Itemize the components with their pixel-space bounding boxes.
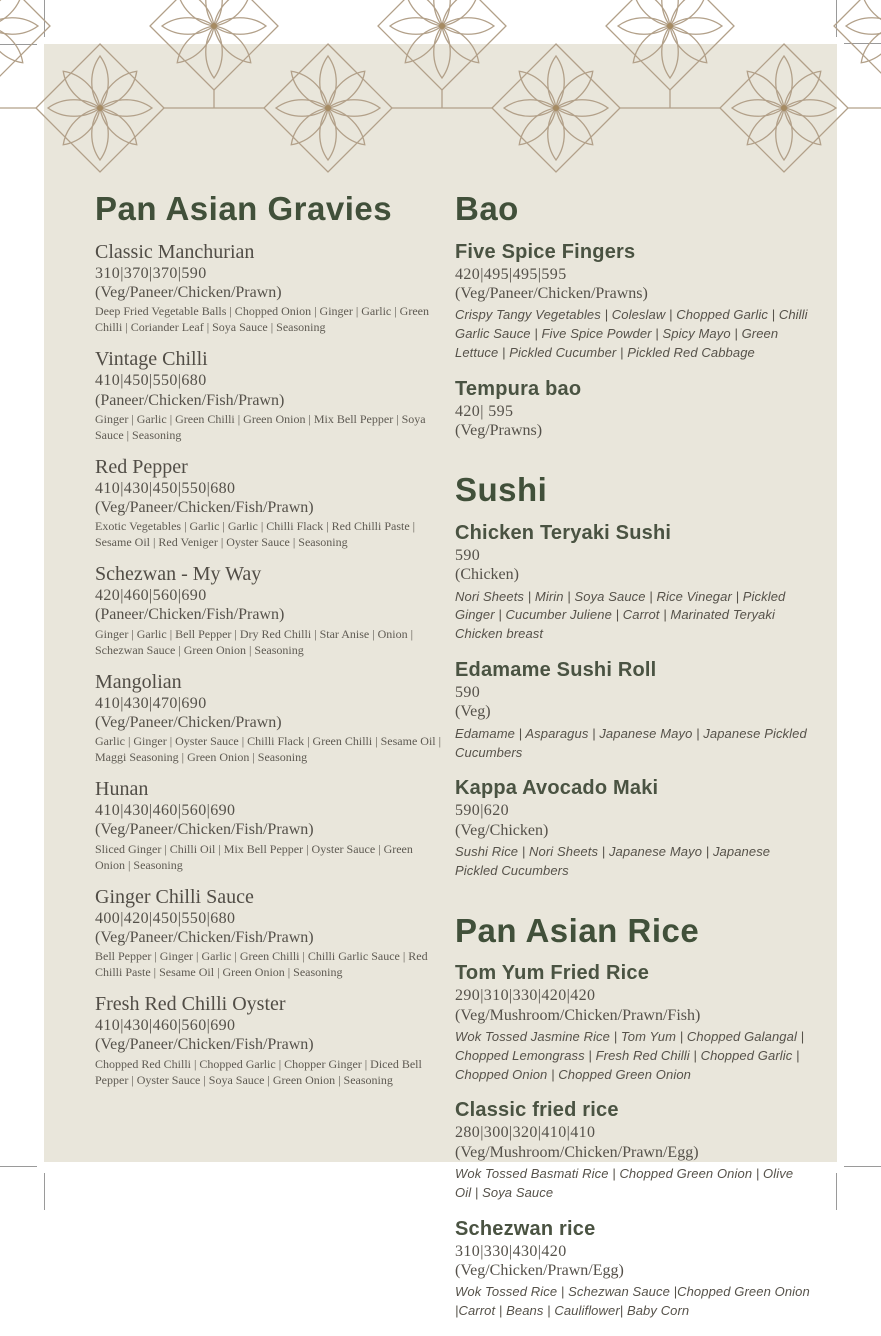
item-description: Ginger | Garlic | Bell Pepper | Dry Red Chilli | Star Anise | Onion | Schezwan Sauce | Green Onion | Seasoning [95,626,414,657]
menu-item [455,522,811,644]
item-prices: 400|420|450|550|680 [95,909,236,927]
item-description: Wok Tossed Basmati Rice | Chopped Green Onion | Olive Oil | Soya Sauce [455,1165,794,1200]
item-description: Exotic Vegetables | Garlic | Garlic | Chilli Flack | Red Chilli Paste | Sesame Oil | Red Veniger | Oyster Sauce | Seasoning [95,519,416,550]
menu-item [95,348,443,443]
section-items [455,962,811,1321]
menu-item [95,563,443,658]
item-prices: 410|430|470|690 [95,694,207,712]
crop-mark [0,1166,37,1167]
menu-column-left [95,192,443,1336]
menu-item [95,241,443,336]
floral-pattern [44,44,837,176]
menu-item [95,778,443,873]
item-variants: (Veg/Paneer/Chicken/Fish/Prawn) [95,821,314,839]
item-name: Fresh Red Chilli Oyster [95,993,286,1016]
crop-mark [844,1166,881,1167]
item-description: Sushi Rice | Nori Sheets | Japanese Mayo | Japanese Pickled Cucumbers [455,843,771,878]
menu-column-right [455,192,811,1336]
item-prices: 410|430|460|560|690 [95,1017,236,1035]
item-name: Classic fried rice [455,1099,619,1122]
item-description: Bell Pepper | Ginger | Garlic | Green Chilli | Chilli Garlic Sauce | Red Chilli Paste | Sesame Oil | Green Onion | Seasoning [95,949,428,980]
menu-item [95,456,443,551]
section-title: Pan Asian Gravies [95,190,393,227]
menu-item [455,378,811,441]
section-title: Bao [455,190,519,227]
item-prices: 310|370|370|590 [95,264,207,282]
item-prices: 410|450|550|680 [95,372,207,390]
menu-item [455,777,811,880]
item-name: Schezwan rice [455,1217,596,1240]
item-prices: 310|330|430|420 [455,1242,567,1260]
item-description: Edamame | Asparagus | Japanese Mayo | Japanese Pickled Cucumbers [455,725,807,760]
item-name: Kappa Avocado Maki [455,777,659,800]
menu-item [455,1218,811,1321]
menu-section [95,192,443,1101]
menu-body [44,176,837,1336]
menu-section [455,192,811,455]
item-prices: 420|495|495|595 [455,265,567,283]
item-description: Wok Tossed Jasmine Rice | Tom Yum | Chopped Galangal | Chopped Lemongrass | Fresh Red Chilli | Chopped Garlic | Chopped Onion | Chopped Green Onion [455,1028,805,1082]
item-variants: (Paneer/Chicken/Fish/Prawn) [95,391,285,409]
section-items [455,522,811,881]
item-variants: (Veg/Paneer/Chicken/Fish/Prawn) [95,499,314,516]
item-prices: 590|620 [455,802,510,820]
item-name: Tom Yum Fried Rice [455,962,650,985]
menu-item [95,886,443,981]
section-items [95,241,443,1089]
item-name: Vintage Chilli [95,348,208,371]
menu-item [95,993,443,1088]
item-name: Classic Manchurian [95,240,255,263]
item-variants: (Veg) [455,703,491,721]
item-variants: (Chicken) [455,566,519,584]
menu-item [455,241,811,363]
section-items [455,241,811,441]
item-name: Red Pepper [95,455,188,478]
item-description: Ginger | Garlic | Green Chilli | Green Onion | Mix Bell Pepper | Soya Sauce | Seasoning [95,411,426,442]
crop-mark [836,0,837,37]
item-description: Chopped Red Chilli | Chopped Garlic | Chopper Ginger | Diced Bell Pepper | Oyster Sauce | Soya Sauce | Green Onion | Seasoning [95,1056,422,1087]
menu-item [455,1099,811,1202]
item-description: Sliced Ginger | Chilli Oil | Mix Bell Pepper | Oyster Sauce | Green Onion | Seasoning [95,841,413,872]
section-title: Sushi [455,471,548,509]
menu-item [455,659,811,762]
item-description: Wok Tossed Rice | Schezwan Sauce |Chopped Green Onion |Carrot | Beans | Cauliflower| Baby Corn [455,1284,810,1319]
item-variants: (Veg/Paneer/Chicken/Prawns) [455,285,648,303]
menu-card [44,44,837,1319]
crop-mark [844,43,881,44]
item-prices: 420|460|560|690 [95,587,207,605]
item-description: Nori Sheets | Mirin | Soya Sauce | Rice Vinegar | Pickled Ginger | Cucumber Juliene | Carrot | Marinated Teryaki Chicken breast [455,588,786,642]
item-variants: (Veg/Paneer/Chicken/Prawn) [95,713,282,731]
item-name: Five Spice Fingers [455,240,636,263]
item-name: Ginger Chilli Sauce [95,885,254,908]
section-title: Pan Asian Rice [455,911,700,949]
menu-section [455,455,811,895]
item-prices: 280|300|320|410|410 [455,1124,596,1142]
item-prices: 410|430|460|560|690 [95,802,236,820]
item-description: Deep Fried Vegetable Balls | Chopped Onion | Ginger | Garlic | Green Chilli | Coriander Leaf | Soya Sauce | Seasoning [95,304,429,335]
item-variants: (Paneer/Chicken/Fish/Prawn) [95,606,285,624]
item-prices: 290|310|330|420|420 [455,987,596,1005]
item-name: Hunan [95,778,149,801]
item-variants: (Veg/Chicken) [455,821,549,839]
item-variants: (Veg/Paneer/Chicken/Prawn) [95,284,282,302]
item-variants: (Veg/Mushroom/Chicken/Prawn/Egg) [455,1143,699,1161]
item-variants: (Veg/Chicken/Prawn/Egg) [455,1262,624,1280]
item-name: Schezwan - My Way [95,563,262,586]
item-variants: (Veg/Mushroom/Chicken/Prawn/Fish) [455,1006,701,1024]
item-prices: 420| 595 [455,402,514,420]
item-name: Tempura bao [455,377,582,400]
menu-section [455,896,811,1336]
item-description: Crispy Tangy Vegetables | Coleslaw | Chopped Garlic | Chilli Garlic Sauce | Five Spice Powder | Spicy Mayo | Green Lettuce | Pickled Cucumber | Pickled Red Cabbage [455,307,808,360]
item-name: Chicken Teryaki Sushi [455,521,672,544]
item-variants: (Veg/Paneer/Chicken/Fish/Prawn) [95,928,314,946]
item-prices: 590 [455,684,481,702]
menu-item [95,671,443,766]
item-variants: (Veg/Prawns) [455,422,543,440]
item-name: Mangolian [95,670,182,693]
menu-item [455,962,811,1084]
item-name: Edamame Sushi Roll [455,659,657,682]
item-variants: (Veg/Paneer/Chicken/Fish/Prawn) [95,1036,314,1054]
item-description: Garlic | Ginger | Oyster Sauce | Chilli Flack | Green Chilli | Sesame Oil | Maggi Seasoning | Green Onion | Seasoning [95,734,442,765]
item-prices: 410|430|450|550|680 [95,479,236,497]
item-prices: 590 [455,546,481,564]
